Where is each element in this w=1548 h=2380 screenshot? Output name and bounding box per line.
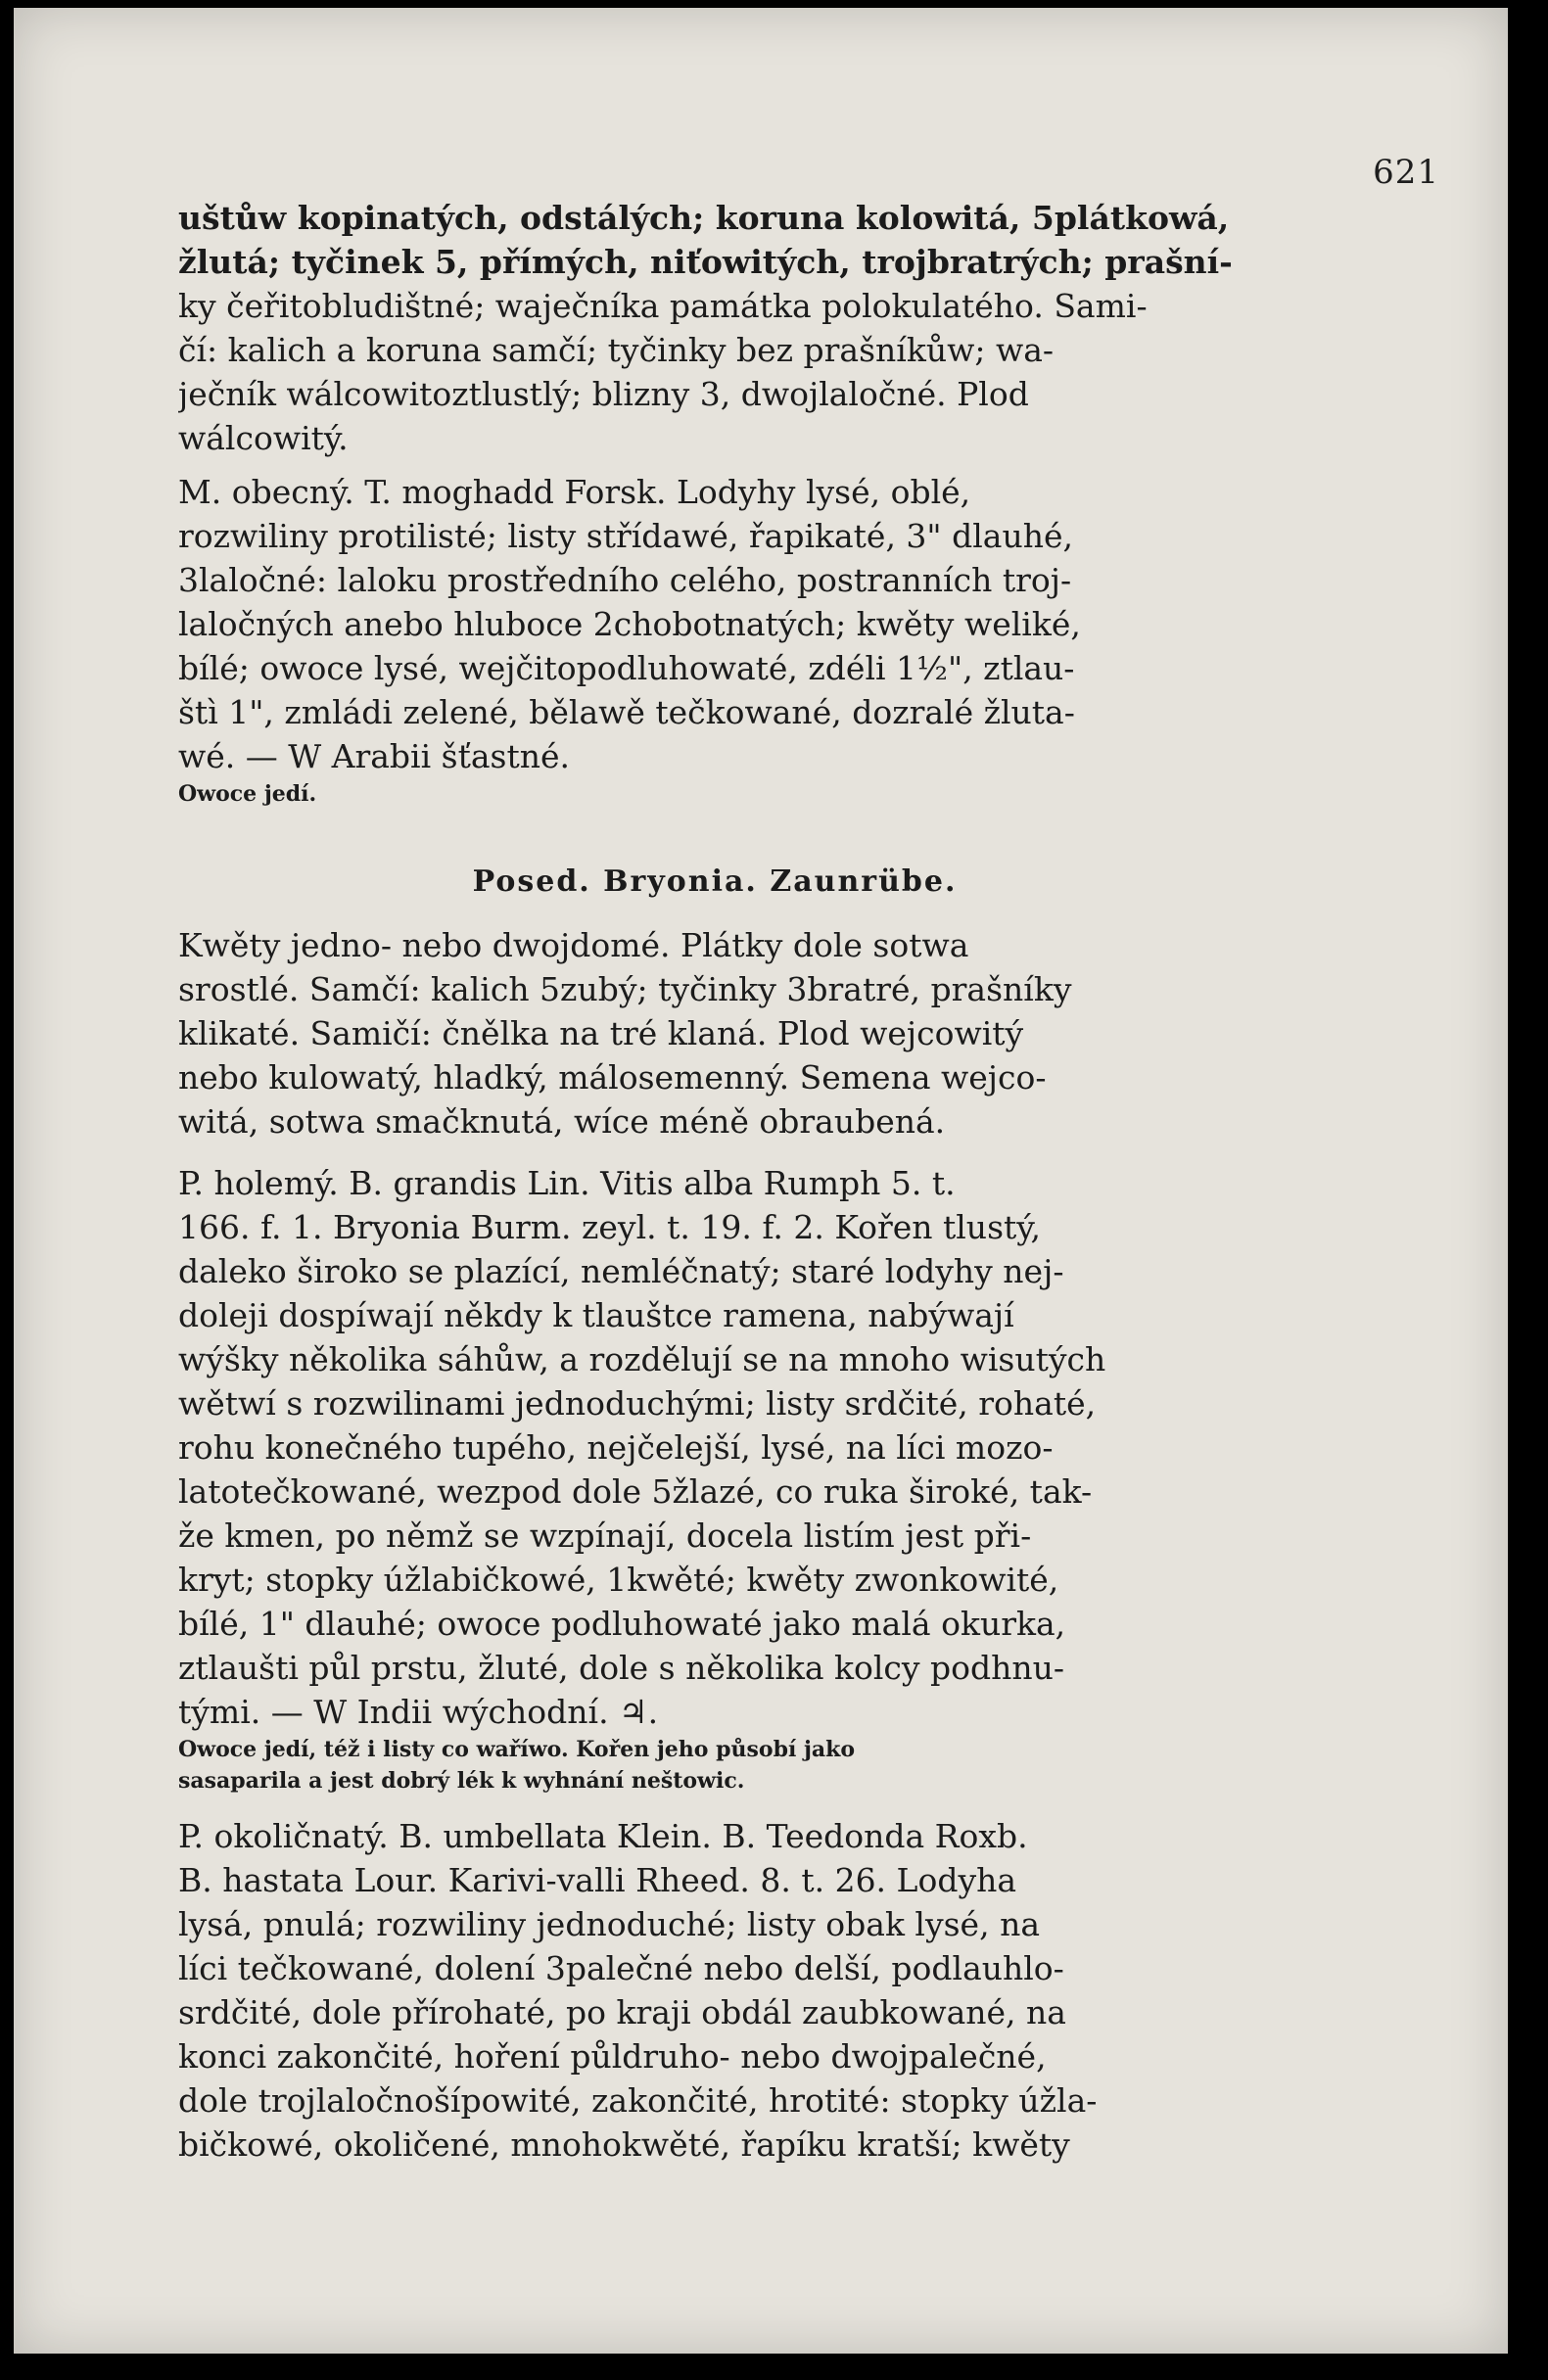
- genus-heading: Posed. Bryonia. Zaunrübe.: [472, 864, 958, 899]
- text-line: konci zakončité, hoření půldruho- nebo dwojpalečné,: [178, 2037, 1047, 2076]
- text-line: žlutá; tyčinek 5, přímých, niťowitých, trojbratrých; prašní-: [178, 243, 1233, 281]
- page-number: 621: [1373, 153, 1439, 192]
- text-line: tými. — W Indii wýchodní. ♃.: [178, 1693, 659, 1731]
- text-line: laločných anebo hluboce 2chobotnatých; kwěty weliké,: [178, 605, 1081, 643]
- note-line: Owoce jedí.: [178, 781, 317, 807]
- text-line: M. obecný. T. moghadd Forsk. Lodyhy lysé, oblé,: [178, 473, 971, 511]
- text-line: 166. f. 1. Bryonia Burm. zeyl. t. 19. f. 2. Kořen tlustý,: [178, 1208, 1042, 1246]
- text-line: dole trojlaločnošípowité, zakončité, hrotité: stopky úžla-: [178, 2081, 1098, 2120]
- species-note: [178, 778, 1251, 810]
- text-line: ječník wálcowitoztlustlý; blizny 3, dwojlaločné. Plod: [178, 375, 1029, 413]
- text-line: P. okoličnatý. B. umbellata Klein. B. Teedonda Roxb.: [178, 1817, 1028, 1855]
- text-line: uštůw kopinatých, odstálých; koruna kolowitá, 5plátkowá,: [178, 199, 1230, 237]
- text-line: latotečkowané, wezpod dole 5žlazé, co ruka široké, tak-: [178, 1472, 1093, 1511]
- text-line: wýšky několika sáhůw, a rozdělují se na mnoho wisutých: [178, 1340, 1106, 1378]
- text-line: daleko široko se plazící, nemléčnatý; staré lodyhy nej-: [178, 1252, 1064, 1290]
- page-text: [178, 196, 1251, 2167]
- text-line: rohu konečného tupého, nejčelejší, lysé, na líci mozo-: [178, 1428, 1054, 1467]
- text-line: wětwí s rozwilinami jednoduchými; listy srdčité, rohaté,: [178, 1384, 1097, 1423]
- text-line: že kmen, po němž se wzpínají, docela listím jest při-: [178, 1517, 1032, 1555]
- text-line: srdčité, dole přírohaté, po kraji obdál zaubkowané, na: [178, 1993, 1066, 2031]
- text-line: witá, sotwa smačknutá, wíce méně obraubená.: [178, 1102, 946, 1141]
- text-line: klikaté. Samičí: čnělka na tré klaná. Plod wejcowitý: [178, 1014, 1024, 1052]
- species-entry-okolicnaty: [178, 1814, 1251, 2167]
- text-line: lysá, pnulá; rozwiliny jednoduché; listy obak lysé, na: [178, 1905, 1040, 1943]
- text-line: P. holemý. B. grandis Lin. Vitis alba Rumph 5. t.: [178, 1164, 956, 1202]
- text-line: líci tečkowané, dolení 3palečné nebo delší, podlauhlo-: [178, 1949, 1064, 1987]
- text-line: kryt; stopky úžlabičkowé, 1kwěté; kwěty zwonkowité,: [178, 1561, 1059, 1599]
- text-line: ztlaušti půl prstu, žluté, dole s několika kolcy podhnu-: [178, 1649, 1065, 1687]
- text-line: bičkowé, okoličené, mnohokwěté, řapíku kratší; kwěty: [178, 2125, 1070, 2164]
- text-line: wálcowitý.: [178, 419, 349, 457]
- book-page: [14, 8, 1508, 2354]
- text-line: B. hastata Lour. Karivi-valli Rheed. 8. t. 26. Lodyha: [178, 1861, 1017, 1899]
- section-continuation: [178, 196, 1251, 460]
- text-line: bílé, 1" dlauhé; owoce podluhowaté jako malá okurka,: [178, 1605, 1066, 1643]
- species-note: [178, 1734, 1251, 1797]
- text-line: Kwěty jedno- nebo dwojdomé. Plátky dole sotwa: [178, 926, 969, 964]
- genus-description: [178, 923, 1251, 1143]
- text-line: 3laločné: laloku prostředního celého, postranních troj-: [178, 561, 1072, 599]
- text-line: štì 1", zmládi zelené, bělawě tečkowané, dozralé žluta-: [178, 693, 1075, 731]
- text-line: bílé; owoce lysé, wejčitopodluhowaté, zdéli 1½", ztlau-: [178, 649, 1075, 687]
- note-line: sasaparila a jest dobrý lék k wyhnání neštowic.: [178, 1768, 745, 1794]
- text-line: rozwiliny protilisté; listy střídawé, řapikaté, 3" dlauhé,: [178, 517, 1073, 555]
- note-line: Owoce jedí, též i listy co waříwo. Kořen jeho působí jako: [178, 1737, 856, 1762]
- text-line: ky čeřitobludištné; waječníka památka polokulatého. Sami-: [178, 287, 1148, 325]
- text-line: wé. — W Arabii šťastné.: [178, 737, 570, 775]
- species-entry-holemy: [178, 1161, 1251, 1734]
- text-line: čí: kalich a koruna samčí; tyčinky bez prašníkůw; wa-: [178, 331, 1055, 369]
- text-line: srostlé. Samčí: kalich 5zubý; tyčinky 3bratré, prašníky: [178, 970, 1072, 1008]
- text-line: doleji dospíwají někdy k tlauštce ramena, nabýwají: [178, 1296, 1014, 1334]
- text-line: nebo kulowatý, hladký, málosemenný. Semena wejco-: [178, 1058, 1047, 1097]
- species-entry-obecny: [178, 470, 1251, 778]
